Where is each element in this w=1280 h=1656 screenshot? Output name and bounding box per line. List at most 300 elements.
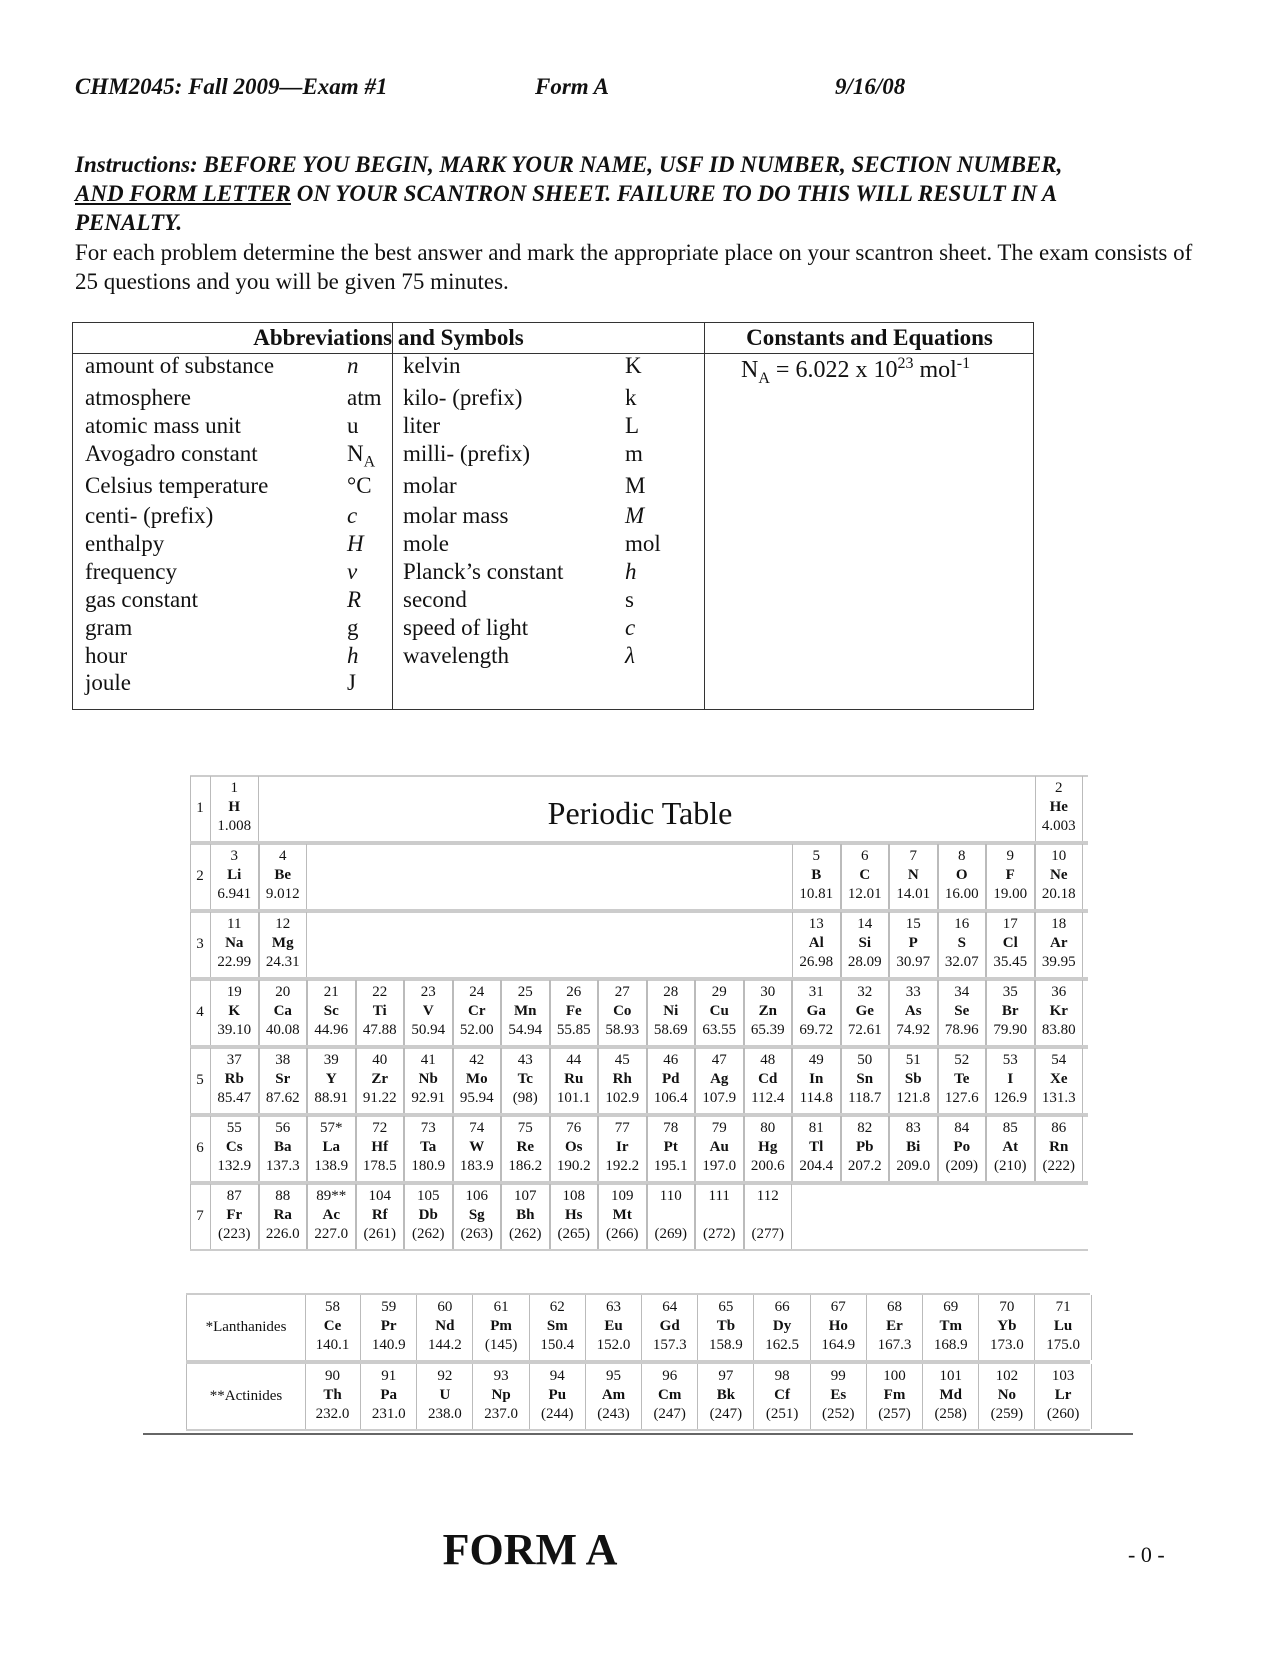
exam-header <box>75 74 1205 104</box>
atomic-mass: 44.96 <box>314 1022 349 1038</box>
atomic-number: 74 <box>469 1120 485 1136</box>
element-cell <box>453 1184 502 1249</box>
abbreviation-symbol-text: H <box>347 531 364 556</box>
atomic-mass: 69.72 <box>799 1022 834 1038</box>
abbreviation-name: Celsius temperature <box>85 473 269 498</box>
abbreviation-symbol <box>625 385 637 411</box>
atomic-mass: 127.6 <box>944 1090 979 1106</box>
atomic-mass: 102.9 <box>605 1090 640 1106</box>
element-cell <box>305 1364 361 1429</box>
atomic-mass: 78.96 <box>944 1022 979 1038</box>
element-cell <box>811 1295 867 1360</box>
instructions-line-1: Instructions: BEFORE YOU BEGIN, MARK YOUR NAME, USF ID NUMBER, SECTION NUMBER, <box>75 152 1063 177</box>
atomic-mass: (262) <box>412 1226 445 1242</box>
abbreviation-symbol-text: ν <box>347 559 358 584</box>
element-symbol: Na <box>225 935 244 951</box>
atomic-mass: 72.61 <box>847 1022 882 1038</box>
element-cell <box>550 1116 599 1181</box>
abbreviation-symbol <box>347 615 359 641</box>
element-cell <box>647 1184 696 1249</box>
atomic-mass: 232.0 <box>315 1406 350 1422</box>
atomic-number: 88 <box>275 1188 291 1204</box>
element-symbol: Cm <box>658 1387 682 1403</box>
element-cell <box>889 1048 938 1113</box>
instructions-line-2-rest: ON YOUR SCANTRON SHEET. FAILURE TO DO THIS WILL RESULT IN A <box>290 181 1058 206</box>
element-symbol: Lr <box>1054 1387 1072 1403</box>
abbreviation-name: enthalpy <box>85 531 165 556</box>
atomic-mass: 20.18 <box>1041 886 1076 902</box>
atomic-mass: 91.22 <box>362 1090 397 1106</box>
atomic-number: 33 <box>905 984 921 1000</box>
atomic-number: 67 <box>830 1299 846 1315</box>
atomic-mass: 158.9 <box>709 1337 743 1353</box>
atomic-mass: 63.55 <box>702 1022 737 1038</box>
atomic-number: 105 <box>417 1188 440 1204</box>
atomic-mass: 238.0 <box>428 1406 462 1422</box>
element-symbol: Rb <box>224 1071 244 1087</box>
element-symbol <box>745 1206 792 1225</box>
element-cell <box>259 844 308 909</box>
atomic-mass: (209) <box>945 1158 978 1174</box>
element-symbol: Te <box>954 1071 970 1087</box>
element-cell <box>986 912 1035 977</box>
atomic-number: 86 <box>1051 1120 1067 1136</box>
atomic-number: 63 <box>606 1299 621 1315</box>
atomic-mass: 39.10 <box>217 1022 252 1038</box>
atomic-mass: (260) <box>1046 1406 1080 1422</box>
element-cell <box>598 1184 647 1249</box>
element-symbol: Sc <box>323 1003 339 1019</box>
atomic-mass: 1.008 <box>217 818 252 834</box>
atomic-number: 76 <box>566 1120 582 1136</box>
atomic-number: 45 <box>614 1052 630 1068</box>
element-symbol: Th <box>323 1387 342 1403</box>
atomic-number: 70 <box>999 1299 1015 1315</box>
period-number: 4 <box>190 980 209 1045</box>
atomic-mass: 237.0 <box>484 1406 518 1422</box>
element-cell <box>841 980 890 1045</box>
atomic-mass: 58.93 <box>605 1022 640 1038</box>
atomic-number: 57* <box>320 1120 343 1136</box>
atomic-number: 81 <box>808 1120 824 1136</box>
element-symbol: Tm <box>939 1318 962 1334</box>
abbreviation-symbol-text: °C <box>347 473 372 498</box>
atomic-mass: 54.94 <box>508 1022 543 1038</box>
atomic-mass: 227.0 <box>314 1226 349 1242</box>
atomic-mass: 131.3 <box>1041 1090 1076 1106</box>
element-symbol: He <box>1049 799 1068 815</box>
atomic-mass: 12.01 <box>847 886 882 902</box>
atomic-mass: 10.81 <box>799 886 834 902</box>
element-symbol: Pd <box>661 1071 680 1087</box>
element-cell <box>356 1184 405 1249</box>
atomic-mass: (210) <box>994 1158 1027 1174</box>
abbreviation-symbol <box>347 643 359 669</box>
atomic-mass: (261) <box>363 1226 396 1242</box>
periodic-table <box>190 775 1088 1253</box>
atomic-number: 3 <box>230 848 238 864</box>
abbreviation-row <box>403 615 703 644</box>
atomic-number: 69 <box>943 1299 959 1315</box>
abbreviation-name: gram <box>85 615 133 640</box>
atomic-mass: (247) <box>653 1406 686 1422</box>
element-symbol: Cf <box>774 1387 790 1403</box>
atomic-number: 26 <box>566 984 582 1000</box>
abbreviation-symbol <box>625 615 635 641</box>
element-symbol: Pa <box>380 1387 398 1403</box>
atomic-mass: 132.9 <box>217 1158 252 1174</box>
element-symbol: Ti <box>372 1003 387 1019</box>
exam-date: 9/16/08 <box>835 74 906 99</box>
horizontal-rule <box>143 1433 1133 1435</box>
atomic-number: 41 <box>420 1052 436 1068</box>
atomic-number: 25 <box>517 984 533 1000</box>
element-cell <box>986 1116 1035 1181</box>
element-symbol: Dy <box>772 1318 792 1334</box>
atomic-number: 51 <box>905 1052 921 1068</box>
period-number: 5 <box>190 1048 209 1113</box>
element-cell <box>598 980 647 1045</box>
abbreviation-name: atomic mass unit <box>85 413 241 438</box>
atomic-mass: 14.01 <box>896 886 931 902</box>
atomic-mass: (265) <box>557 1226 590 1242</box>
element-cell <box>1036 1295 1092 1360</box>
atomic-number: 91 <box>381 1368 397 1384</box>
atomic-mass: 88.91 <box>314 1090 349 1106</box>
element-cell <box>647 980 696 1045</box>
atomic-mass: 138.9 <box>314 1158 349 1174</box>
atomic-number: 107 <box>514 1188 537 1204</box>
na-value: = 6.022 x 10 <box>769 357 898 383</box>
atomic-mass: (252) <box>822 1406 855 1422</box>
abbreviation-name: joule <box>85 670 131 695</box>
atomic-mass: (222) <box>1042 1158 1075 1174</box>
element-symbol: F <box>1005 867 1015 883</box>
element-cell <box>501 1184 550 1249</box>
atomic-number: 53 <box>1002 1052 1018 1068</box>
element-cell <box>841 1048 890 1113</box>
abbreviation-symbol <box>347 473 372 499</box>
element-cell <box>356 980 405 1045</box>
abbreviation-name: centi- (prefix) <box>85 503 214 528</box>
abbreviation-name: kelvin <box>403 353 461 378</box>
element-cell <box>867 1364 923 1429</box>
element-symbol: Tc <box>517 1071 533 1087</box>
element-symbol: Be <box>274 867 292 883</box>
atomic-mass: 79.90 <box>993 1022 1028 1038</box>
atomic-number: 60 <box>437 1299 453 1315</box>
constants-title: Constants and Equations <box>746 325 993 350</box>
element-symbol: Au <box>709 1139 729 1155</box>
element-symbol: As <box>904 1003 922 1019</box>
element-cell <box>530 1295 586 1360</box>
element-symbol: Es <box>830 1387 847 1403</box>
element-symbol: Pm <box>490 1318 512 1334</box>
atomic-mass: 162.5 <box>765 1337 799 1353</box>
abbreviation-row <box>403 503 703 532</box>
element-symbol: Kr <box>1049 1003 1068 1019</box>
atomic-number: 92 <box>437 1368 453 1384</box>
atomic-number: 43 <box>517 1052 533 1068</box>
element-symbol: Bh <box>516 1207 535 1223</box>
abbreviation-symbol-text: g <box>347 615 359 640</box>
atomic-number: 90 <box>325 1368 340 1384</box>
atomic-number: 52 <box>954 1052 970 1068</box>
atomic-number: 2 <box>1055 780 1063 796</box>
atomic-number: 29 <box>711 984 727 1000</box>
element-cell <box>923 1364 979 1429</box>
atomic-number: 100 <box>883 1368 906 1384</box>
atomic-number: 108 <box>562 1188 585 1204</box>
atomic-mass: 55.85 <box>556 1022 591 1038</box>
abbreviation-symbol-text: J <box>347 670 356 695</box>
abbreviation-row <box>403 531 703 560</box>
atomic-number: 8 <box>958 848 966 864</box>
abbreviation-row <box>85 385 385 414</box>
atomic-mass: 32.07 <box>944 954 979 970</box>
atomic-mass: 118.7 <box>848 1090 882 1106</box>
abbreviation-row <box>85 531 385 560</box>
atomic-mass: 204.4 <box>799 1158 834 1174</box>
atomic-mass: 74.92 <box>896 1022 931 1038</box>
element-cell <box>744 1116 793 1181</box>
element-symbol: C <box>859 867 871 883</box>
atomic-number: 47 <box>711 1052 727 1068</box>
element-symbol: H <box>228 799 241 815</box>
atomic-number: 5 <box>812 848 820 864</box>
element-symbol: Zn <box>758 1003 777 1019</box>
element-cell <box>889 912 938 977</box>
atomic-mass: (243) <box>597 1406 630 1422</box>
atomic-number: 23 <box>420 984 436 1000</box>
atomic-number: 102 <box>995 1368 1019 1384</box>
atomic-number: 9 <box>1006 848 1014 864</box>
periodic-table-title: Periodic Table <box>547 795 733 831</box>
period-number: 2 <box>190 844 209 909</box>
period-number: 7 <box>190 1184 209 1249</box>
abbreviation-name: liter <box>403 413 441 438</box>
element-symbol: Am <box>601 1387 626 1403</box>
element-cell <box>453 1116 502 1181</box>
page-number: - 0 - <box>1128 1542 1165 1567</box>
abbreviation-symbol <box>625 503 644 529</box>
abbreviation-row <box>403 353 703 382</box>
atomic-mass: 140.9 <box>371 1337 406 1353</box>
element-cell <box>307 1048 356 1113</box>
element-cell <box>404 1048 453 1113</box>
element-cell <box>259 980 308 1045</box>
period-row <box>190 775 1088 843</box>
atomic-number: 16 <box>954 916 970 932</box>
atomic-number: 72 <box>372 1120 388 1136</box>
atomic-number: 97 <box>718 1368 734 1384</box>
element-symbol: Ca <box>273 1003 292 1019</box>
element-symbol: Lu <box>1053 1318 1073 1334</box>
atomic-mass: 19.00 <box>993 886 1028 902</box>
element-symbol: Hg <box>758 1139 778 1155</box>
element-symbol: Bi <box>906 1139 921 1155</box>
atomic-mass: 180.9 <box>411 1158 446 1174</box>
atomic-number: 104 <box>368 1188 391 1204</box>
element-cell <box>586 1364 642 1429</box>
element-cell <box>1035 1048 1084 1113</box>
atomic-mass: 106.4 <box>653 1090 688 1106</box>
abbreviation-symbol <box>625 587 634 613</box>
atomic-number: 106 <box>465 1188 488 1204</box>
abbreviation-symbol <box>625 353 642 379</box>
atomic-mass: 137.3 <box>265 1158 300 1174</box>
element-symbol: Sg <box>468 1207 485 1223</box>
atomic-mass: 140.1 <box>315 1337 350 1353</box>
element-symbol: Zr <box>371 1071 389 1087</box>
atomic-mass: 87.62 <box>265 1090 300 1106</box>
atomic-mass: 40.08 <box>265 1022 300 1038</box>
atomic-number: 6 <box>861 848 869 864</box>
abbreviation-row <box>85 559 385 588</box>
element-symbol: B <box>811 867 822 883</box>
atomic-number: 79 <box>711 1120 727 1136</box>
element-cell <box>938 844 987 909</box>
abbreviation-symbol <box>625 473 645 499</box>
atomic-number: 103 <box>1051 1368 1075 1384</box>
atomic-number: 75 <box>517 1120 533 1136</box>
atomic-mass: 65.39 <box>750 1022 785 1038</box>
atomic-mass: 231.0 <box>371 1406 406 1422</box>
instructions <box>75 150 1205 237</box>
element-cell <box>841 1116 890 1181</box>
element-symbol: Ir <box>616 1139 629 1155</box>
element-cell <box>307 980 356 1045</box>
na-unit-exponent: -1 <box>956 355 971 372</box>
atomic-number: 83 <box>905 1120 921 1136</box>
atomic-mass: (269) <box>654 1226 687 1242</box>
atomic-number: 46 <box>663 1052 679 1068</box>
element-symbol: Se <box>954 1003 970 1019</box>
atomic-number: 39 <box>323 1052 339 1068</box>
atomic-mass: 6.941 <box>217 886 252 902</box>
element-symbol: Y <box>325 1071 337 1087</box>
element-symbol: Ru <box>564 1071 584 1087</box>
element-cell <box>550 1048 599 1113</box>
abbreviation-symbol <box>625 531 661 557</box>
abbreviation-row <box>85 587 385 616</box>
element-cell <box>889 844 938 909</box>
atomic-number: 56 <box>275 1120 291 1136</box>
element-cell <box>792 912 841 977</box>
atomic-number: 20 <box>275 984 291 1000</box>
element-cell <box>841 844 890 909</box>
atomic-mass: 9.012 <box>265 886 300 902</box>
element-symbol: S <box>957 935 966 951</box>
element-cell <box>744 980 793 1045</box>
atomic-number: 64 <box>662 1299 678 1315</box>
abbreviations-table <box>72 322 1034 710</box>
avogadro-equation <box>741 355 970 388</box>
element-cell <box>647 1116 696 1181</box>
element-cell <box>417 1295 473 1360</box>
atomic-mass: 24.31 <box>265 954 300 970</box>
atomic-number: 11 <box>227 916 242 932</box>
atomic-number: 34 <box>954 984 970 1000</box>
element-cell <box>307 1116 356 1181</box>
atomic-number: 36 <box>1051 984 1067 1000</box>
atomic-mass: (223) <box>218 1226 251 1242</box>
element-symbol: Bk <box>716 1387 736 1403</box>
atomic-number: 31 <box>808 984 824 1000</box>
element-symbol: Ne <box>1050 867 1068 883</box>
element-symbol: Ar <box>1050 935 1068 951</box>
element-cell <box>305 1295 361 1360</box>
element-cell <box>550 980 599 1045</box>
atomic-mass: 4.003 <box>1041 818 1076 834</box>
actinides-label: **Actinides <box>186 1364 306 1429</box>
element-cell <box>695 980 744 1045</box>
atomic-mass: 114.8 <box>799 1090 833 1106</box>
element-symbol: Sr <box>275 1071 291 1087</box>
abbreviation-symbol <box>347 559 357 585</box>
element-cell <box>361 1364 417 1429</box>
atomic-mass: 178.5 <box>362 1158 397 1174</box>
element-cell <box>307 1184 356 1249</box>
atomic-mass: 16.00 <box>944 886 979 902</box>
element-symbol <box>648 1206 695 1225</box>
element-cell <box>867 1295 923 1360</box>
abbreviation-symbol <box>347 587 361 613</box>
element-symbol: Cu <box>709 1003 729 1019</box>
element-symbol: Pb <box>855 1139 874 1155</box>
atomic-number: 24 <box>469 984 485 1000</box>
atomic-number: 32 <box>857 984 873 1000</box>
element-cell <box>792 980 841 1045</box>
abbreviation-symbol-text: mol <box>625 531 661 556</box>
element-cell <box>259 912 308 977</box>
abbreviation-symbol-text: L <box>625 413 640 438</box>
element-cell <box>642 1295 698 1360</box>
element-symbol: W <box>469 1139 485 1155</box>
atomic-number: 42 <box>469 1052 485 1068</box>
atomic-mass: 190.2 <box>556 1158 591 1174</box>
abbreviation-symbol-text: u <box>347 413 359 438</box>
atomic-number: 15 <box>905 916 921 932</box>
abbreviation-symbol-text: c <box>347 503 358 528</box>
element-cell <box>404 980 453 1045</box>
abbreviation-name: molar mass <box>403 503 509 528</box>
atomic-number: 112 <box>756 1188 779 1204</box>
na-symbol: N <box>741 357 759 383</box>
atomic-mass: (259) <box>990 1406 1024 1422</box>
atomic-mass: 167.3 <box>877 1337 912 1353</box>
element-cell <box>792 844 841 909</box>
atomic-mass: 157.3 <box>652 1337 687 1353</box>
element-cell <box>986 844 1035 909</box>
atomic-mass: (263) <box>460 1226 493 1242</box>
atomic-number: 95 <box>606 1368 621 1384</box>
atomic-number: 77 <box>614 1120 630 1136</box>
element-cell <box>792 1048 841 1113</box>
atomic-number: 59 <box>381 1299 397 1315</box>
atomic-number: 89** <box>316 1188 347 1204</box>
element-symbol: Fr <box>226 1207 243 1223</box>
element-symbol: Md <box>939 1387 962 1403</box>
element-symbol: K <box>228 1003 241 1019</box>
atomic-number: 84 <box>954 1120 970 1136</box>
abbreviation-name: Avogadro constant <box>85 441 258 466</box>
atomic-number: 94 <box>549 1368 565 1384</box>
element-cell <box>1035 912 1084 977</box>
atomic-number: 62 <box>549 1299 565 1315</box>
element-symbol: Xe <box>1050 1071 1068 1087</box>
abbreviation-name: frequency <box>85 559 177 584</box>
